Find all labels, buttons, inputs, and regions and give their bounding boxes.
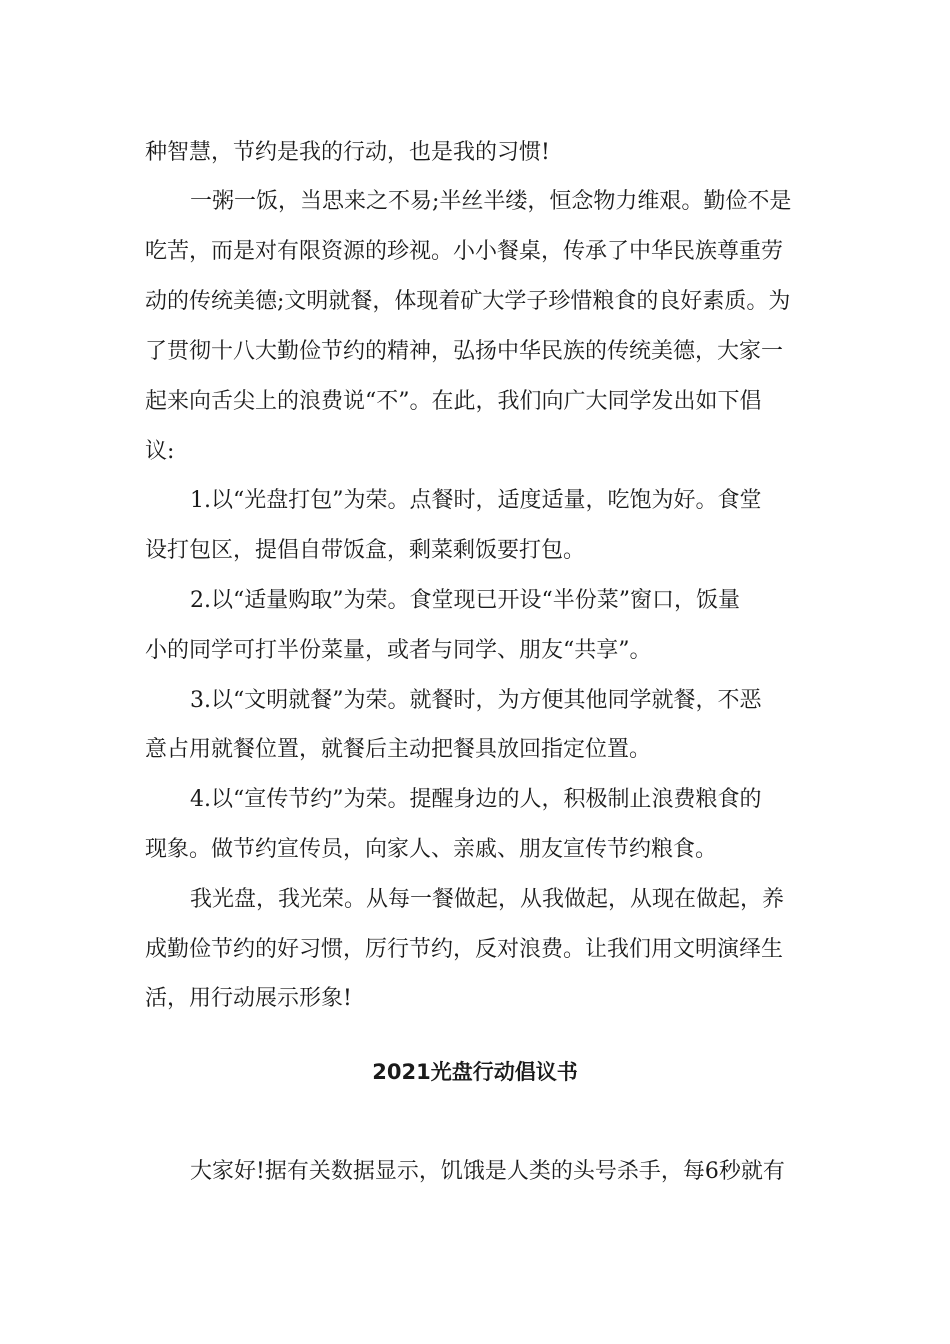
list-item-line: 现象。做节约宣传员，向家人、亲戚、朋友宣传节约粮食。 — [145, 837, 718, 862]
paragraph-line: 了贯彻十八大勤俭节约的精神，弘扬中华民族的传统美德，大家一 — [145, 339, 784, 364]
document-title: 2021光盘行动倡议书 — [372, 1060, 578, 1084]
list-item-line: 2.以“适量购取”为荣。食堂现已开设“半份菜”窗口，饭量 — [190, 588, 740, 613]
list-item-line: 4.以“宣传节约”为荣。提醒身边的人，积极制止浪费粮食的 — [190, 787, 762, 812]
list-item-line: 设打包区，提倡自带饭盒，剩菜剩饭要打包。 — [145, 538, 586, 563]
list-item-line: 1.以“光盘打包”为荣。点餐时，适度适量，吃饱为好。食堂 — [190, 488, 762, 513]
paragraph-line: 一粥一饭，当思来之不易;半丝半缕，恒念物力维艰。勤俭不是 — [190, 189, 792, 214]
paragraph-line: 议: — [145, 439, 175, 464]
list-item-line: 小的同学可打半份菜量，或者与同学、朋友“共享”。 — [145, 638, 652, 663]
paragraph-line: 活，用行动展示形象! — [145, 986, 352, 1011]
paragraph-line: 起来向舌尖上的浪费说“不”。在此，我们向广大同学发出如下倡 — [145, 389, 762, 414]
list-item-line: 意占用就餐位置，就餐后主动把餐具放回指定位置。 — [145, 737, 652, 762]
paragraph-line: 动的传统美德;文明就餐，体现着矿大学子珍惜粮食的良好素质。为 — [145, 289, 791, 314]
paragraph-line: 我光盘，我光荣。从每一餐做起，从我做起，从现在做起，养 — [190, 887, 785, 912]
paragraph-line: 吃苦，而是对有限资源的珍视。小小餐桌，传承了中华民族尊重劳 — [145, 239, 784, 264]
paragraph-line: 大家好!据有关数据显示，饥饿是人类的头号杀手，每6秒就有 — [190, 1159, 785, 1184]
paragraph-line: 种智慧，节约是我的行动，也是我的习惯! — [145, 140, 550, 165]
list-item-line: 3.以“文明就餐”为荣。就餐时，为方便其他同学就餐，不恶 — [190, 688, 762, 713]
paragraph-line: 成勤俭节约的好习惯，厉行节约，反对浪费。让我们用文明演绎生 — [145, 937, 784, 962]
